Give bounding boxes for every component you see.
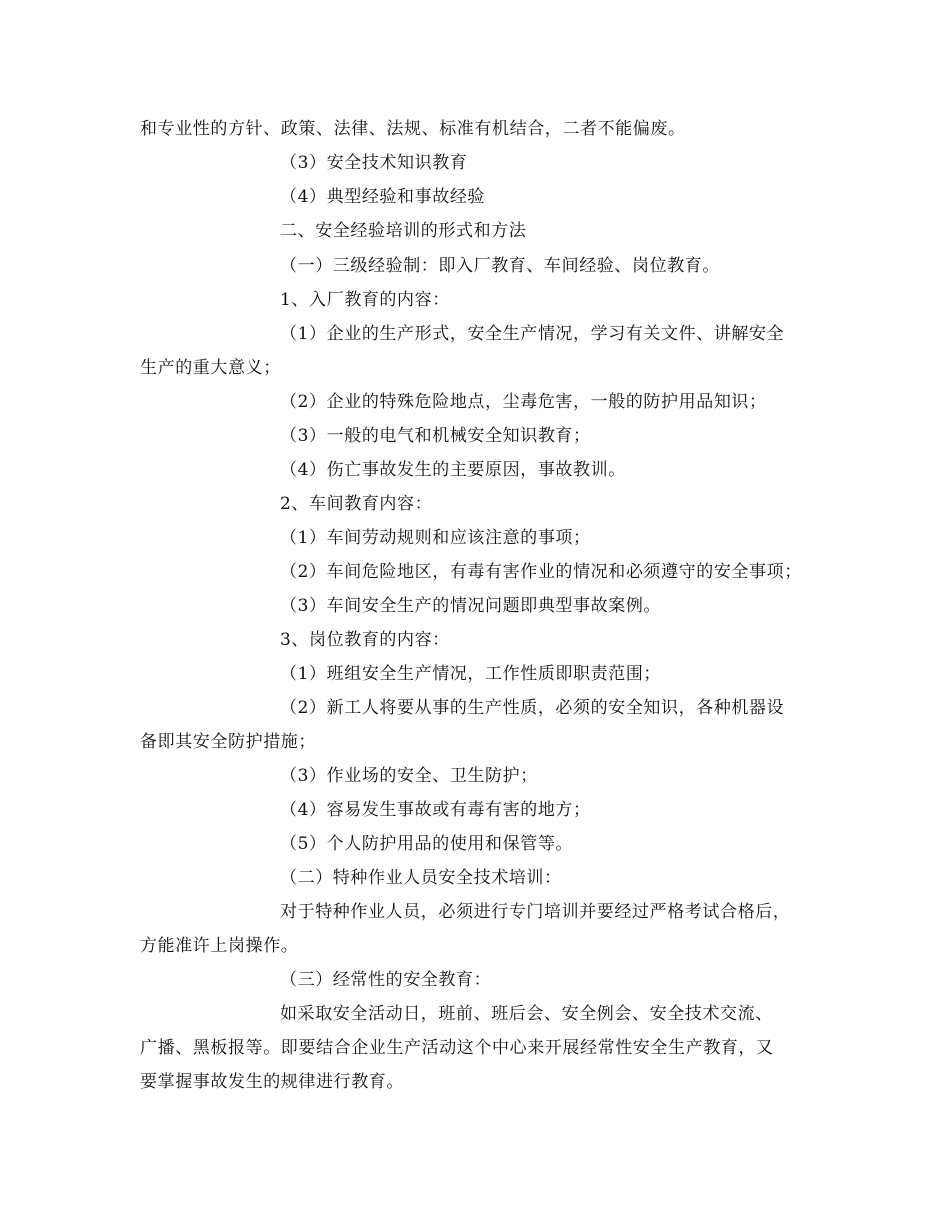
text-line: 要掌握事故发生的规律进行教育。 <box>140 1072 404 1092</box>
text-line: （4）典型经验和事故经验 <box>280 187 486 207</box>
text-line: （2）车间危险地区，有毒有害作业的情况和必须遵守的安全事项； <box>280 562 802 582</box>
text-line: （3）车间安全生产的情况问题即典型事故案例。 <box>280 596 662 616</box>
text-line: 和专业性的方针、政策、法律、法规、标准有机结合，二者不能偏废。 <box>140 119 686 139</box>
text-line: 备即其安全防护措施； <box>140 732 316 752</box>
text-line: 广播、黑板报等。即要结合企业生产活动这个中心来开展经常性安全生产教育，又 <box>140 1038 774 1058</box>
text-line: （3）安全技术知识教育 <box>280 153 468 173</box>
text-line: （3）作业场的安全、卫生防护； <box>280 766 538 786</box>
text-line: （4）伤亡事故发生的主要原因，事故教训。 <box>280 460 626 480</box>
section-heading: 二、安全经验培训的形式和方法 <box>280 221 527 241</box>
text-line: 方能准许上岗操作。 <box>140 936 299 956</box>
text-line: （2）企业的特殊危险地点，尘毒危害，一般的防护用品知识； <box>280 392 767 412</box>
text-line: （4）容易发生事故或有毒有害的地方； <box>280 800 591 820</box>
item-heading: 3、岗位教育的内容： <box>280 630 450 650</box>
item-heading: 1、入厂教育的内容： <box>280 290 450 310</box>
text-line: 生产的重大意义； <box>140 358 281 378</box>
text-line: （1）班组安全生产情况，工作性质即职责范围； <box>280 664 662 684</box>
item-heading: 2、车间教育内容： <box>280 494 433 514</box>
text-line: 对于特种作业人员，必须进行专门培训并要经过严格考试合格后， <box>280 902 791 922</box>
text-line: （1）企业的生产形式，安全生产情况，学习有关文件、讲解安全 <box>280 324 785 344</box>
text-line: （2）新工人将要从事的生产性质，必须的安全知识，各种机器设 <box>280 698 785 718</box>
text-line: （1）车间劳动规则和应该注意的事项； <box>280 528 591 548</box>
subsection-heading: （二）特种作业人员安全技术培训： <box>280 868 562 888</box>
subsection-heading: （一）三级经验制：即入厂教育、车间经验、岗位教育。 <box>280 256 720 276</box>
subsection-heading: （三）经常性的安全教育： <box>280 970 492 990</box>
text-line: （3）一般的电气和机械安全知识教育； <box>280 426 591 446</box>
text-line: 如采取安全活动日，班前、班后会、安全例会、安全技术交流、 <box>280 1004 773 1024</box>
text-line: （5）个人防护用品的使用和保管等。 <box>280 834 574 854</box>
